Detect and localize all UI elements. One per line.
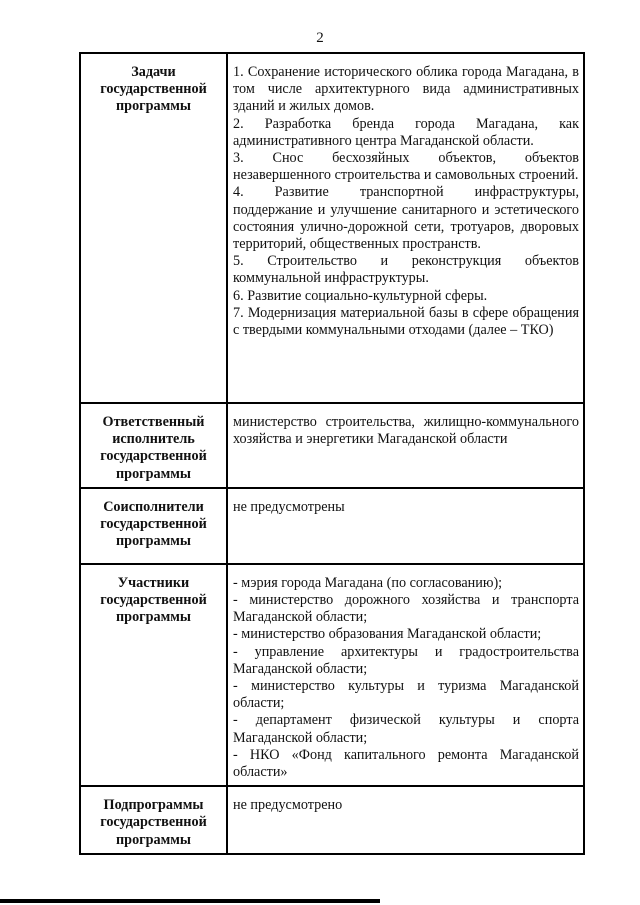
row-label: Задачи государственной программы xyxy=(80,53,227,403)
list-item: 3. Снос бесхозяйных объектов, объектов незавершенного строительства и самовольных строений. xyxy=(233,150,579,184)
list-item: 2. Разработка бренда города Магадана, как административного центра Магаданской области. xyxy=(233,115,579,149)
list-item: - НКО «Фонд капитального ремонта Магаданской области» xyxy=(233,746,579,781)
list-item: 4. Развитие транспортной инфраструктуры, поддержание и улучшение санитарного и эстетического состояния улично-дорожной сети, тротуаров, дворовых территорий, общественных пространств. xyxy=(233,184,579,253)
bottom-divider xyxy=(0,899,380,903)
table-row-subprograms xyxy=(80,786,584,854)
list-item: - управление архитектуры и градостроительства Магаданской области; xyxy=(233,643,579,677)
row-label: Ответственный исполнитель государственной программы xyxy=(80,403,227,488)
row-label: Участники государственной программы xyxy=(80,564,227,786)
row-value xyxy=(227,403,584,488)
list-item: - министерство культуры и туризма Магаданской области; xyxy=(233,678,579,712)
list-item: - министерство образования Магаданской области; xyxy=(233,626,542,643)
list-item: 1. Сохранение исторического облика города Магадана, в том числе архитектурного вида административных зданий и жилых домов. xyxy=(233,64,579,115)
row-value xyxy=(227,53,584,403)
page-number: 2 xyxy=(316,30,324,46)
list-item: министерство строительства, жилищно-коммунального хозяйства и энергетики Магаданской области xyxy=(233,414,579,448)
table-row-tasks xyxy=(80,53,584,403)
table-row-co-executors xyxy=(80,488,584,564)
row-label: Соисполнители государственной программы xyxy=(80,488,227,564)
list-item: не предусмотрены xyxy=(233,498,345,515)
list-item: не предусмотрено xyxy=(233,797,343,814)
row-value xyxy=(227,564,584,786)
list-item: - мэрия города Магадана (по согласованию); xyxy=(233,574,503,591)
row-value xyxy=(227,488,584,564)
table-row-responsible-executor xyxy=(80,403,584,488)
table-row-participants xyxy=(80,564,584,786)
list-item: - департамент физической культуры и спорта Магаданской области; xyxy=(233,712,579,746)
list-item: 7. Модернизация материальной базы в сфере обращения с твердыми коммунальными отходами (далее – ТКО) xyxy=(233,304,579,339)
row-label: Подпрограммы государственной программы xyxy=(80,786,227,854)
program-passport-table xyxy=(79,52,585,855)
list-item: - министерство дорожного хозяйства и транспорта Магаданской области; xyxy=(233,592,579,626)
list-item: 5. Строительство и реконструкция объектов коммунальной инфраструктуры. xyxy=(233,253,579,287)
row-value xyxy=(227,786,584,854)
list-item: 6. Развитие социально-культурной сферы. xyxy=(233,287,488,304)
